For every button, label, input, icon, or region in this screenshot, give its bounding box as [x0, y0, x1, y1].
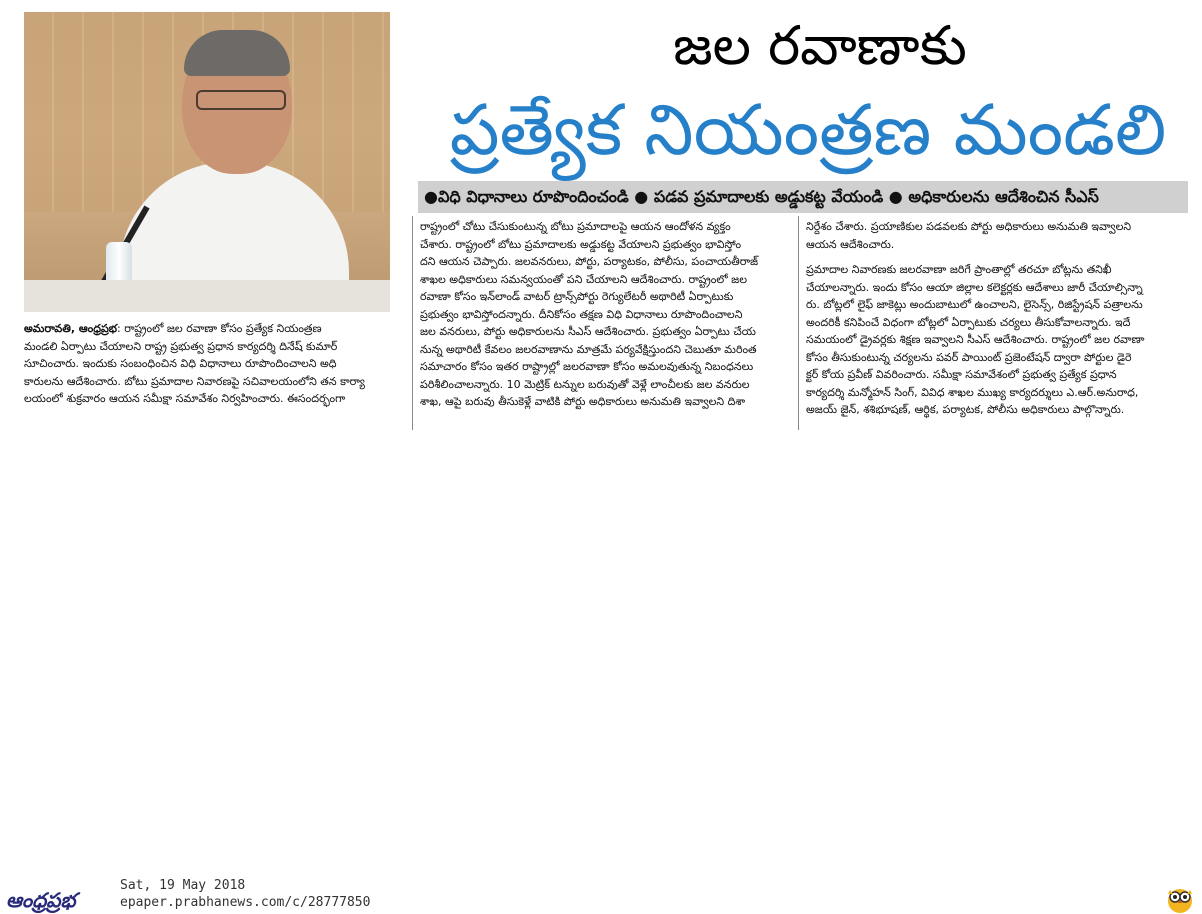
epaper-url[interactable]: epaper.prabhanews.com/c/28777850: [120, 895, 371, 910]
article-column-3: [806, 218, 1194, 419]
article-line: క్టర్ కోయ ప్రవీణ్ వివరించారు. సమీక్షా సమావేశంలో ప్రభుత్వ ప్రత్యేక ప్రధాన: [806, 368, 1117, 381]
article-line: సమయంలో డ్రైవర్లకు శిక్షణ ఇవ్వాలని సీఎస్ ఆదేశించారు. రాష్ట్రంలో జల రవాణా: [806, 333, 1145, 346]
article-line: ఆయన ఆదేశించారు.: [806, 237, 895, 251]
article-line: దని ఆయన చెప్పారు. జలవనరులు, పోర్టు, పర్యాటకం, పోలీసు, పంచాయతీరాజ్: [420, 255, 759, 268]
article-line: రవాణా కోసం ఇన్‌లాండ్ వాటర్ ట్రాన్స్‌పోర్టు రెగ్యులేటరీ అథారిటీ ఏర్పాటుకు: [420, 290, 734, 303]
dateline: అమరావతి, ఆంధ్రప్రభ: [24, 322, 118, 335]
article-column-2: [420, 218, 792, 411]
epaper-footer: [0, 437, 1202, 912]
article-line: అందరికీ కనిపించే విధంగా బోట్లలో ఏర్పాటుకు చర్యలు తీసుకోవాలన్నారు. ఇదే: [806, 315, 1131, 329]
article-line: శాఖల అధికారులు సమన్వయంతో పని చేయాలని ఆదేశించారు. రాష్ట్రంలో జల: [420, 272, 748, 286]
article-line: చేశారు. రాష్ట్రంలో బోటు ప్రమాదాలకు అడ్డుకట్ట వేయాలని ప్రభుత్వం భావిస్తోం: [420, 237, 742, 251]
article-line: సూచించారు. ఇందుకు సంబంధించిన విధి విధానాలు రూపొందించాలని అధి: [24, 357, 337, 370]
article-column-1: [24, 320, 396, 408]
photo-person-glasses: [196, 90, 286, 110]
article-line: నిర్దేశం చేశారు. ప్రయాణికుల పడవలకు పోర్టు అధికారులు అనుమతి ఇవ్వాలని: [806, 220, 1132, 233]
newspaper-logo[interactable]: ఆంధ్రప్రభ: [6, 888, 76, 912]
deck-summary-bar: ●విధి విధానాలు రూపొందించండి ● పడవ ప్రమాదాలకు అడ్డుకట్ట వేయండి ● అధికారులను ఆదేశించిన సీఎస్: [418, 181, 1188, 213]
article-line: : రాష్ట్రంలో జల రవాణా కోసం ప్రత్యేక నియంత్రణ: [117, 322, 322, 335]
article-line: నున్న అథారిటీ కేవలం జలరవాణాను మాత్రమే పర్యవేక్షిస్తుందని చెబుతూ మరింత: [420, 342, 757, 356]
newspaper-clipping: [0, 0, 1202, 437]
article-line: చేయాలన్నారు. ఇందు కోసం ఆయా జిల్లాల కలెక్టర్లకు ఆదేశాలు జారీ చేయాల్సిన్నా: [806, 280, 1143, 294]
photo-person-hair: [184, 30, 290, 76]
article-line: అజయ్ జైన్, శశిభూషణ్, ఆర్థిక, పర్యాటక, పోలీసు అధికారులు పాల్గొన్నారు.: [806, 403, 1125, 416]
article-line: కార్యదర్శి మన్మోహన్ సింగ్, వివిధ శాఖల ముఖ్య కార్యదర్శులు ఎ.ఆర్.అనురాధ,: [806, 385, 1139, 399]
article-line: శాఖ, ఆపై బరువు తీసుకెళ్లే వాటికి పోర్టు అధికారులు అనుమతి ఇవ్వాలని దిశా: [420, 395, 746, 408]
edition-date: Sat, 19 May 2018: [120, 878, 246, 893]
column-divider: [798, 216, 799, 430]
article-line: కారులను ఆదేశించారు. బోటు ప్రమాదాల నివారణపై సచివాలయంలోని తన కార్యా: [24, 374, 365, 388]
owl-icon: [1164, 882, 1196, 914]
article-line: మండలి ఏర్పాటు చేయాలని రాష్ట్ర ప్రభుత్వ ప్రధాన కార్యదర్శి దినేష్ కుమార్: [24, 339, 338, 353]
article-line: రు. బోట్లలో లైఫ్ జాకెట్లు అందుబాటులో ఉంచాలని, లైసెన్స్, రిజిస్ట్రేషన్ పత్రాలను: [806, 298, 1143, 311]
column-divider: [412, 216, 413, 430]
article-line: లయంలో శుక్రవారం ఆయన సమీక్షా సమావేశం నిర్వహించారు. ఈసందర్భంగా: [24, 392, 346, 405]
headline-line-1: జల రవాణాకు: [673, 14, 967, 77]
paragraph-gap: [806, 253, 1194, 261]
article-line: సమాచారం కోసం ఇతర రాష్ట్రాల్లో జలరవాణా కోసం అమలవుతున్న నిబంధనలు: [420, 360, 754, 373]
article-line: పరిశీలించాలన్నారు. 10 మెట్రిక్ టన్నుల బరువుతో వెళ్లే లాంచీలకు జల వనరుల: [420, 377, 750, 391]
article-line: ప్రభుత్వం భావిస్తోందన్నారు. దీనికోసం తక్షణ విధి విధానాలు రూపొందించాలని: [420, 307, 743, 321]
article-line: రాష్ట్రంలో చోటు చేసుకుంటున్న బోటు ప్రమాదాలపై ఆయన ఆందోళన వ్యక్తం: [420, 220, 731, 233]
article-line: ప్రమాదాల నివారణకు జలరవాణా జరిగే ప్రాంతాల్లో తరచూ బోట్లను తనిఖీ: [806, 263, 1112, 276]
article-photo: [24, 12, 390, 312]
photo-desk: [24, 280, 390, 312]
headline-line-2: ప్రత్యేక నియంత్రణ మండలి: [449, 89, 1167, 171]
article-line: జల వనరులు, పోర్టు అధికారులను సీఎస్ ఆదేశించారు. ప్రభుత్వం ఏర్పాటు చేయ: [420, 325, 756, 338]
article-line: కోసం తీసుకుంటున్న చర్యలను పవర్ పాయింట్ ప్రజెంటేషన్ ద్వారా పోర్టుల డైరె: [806, 350, 1132, 364]
